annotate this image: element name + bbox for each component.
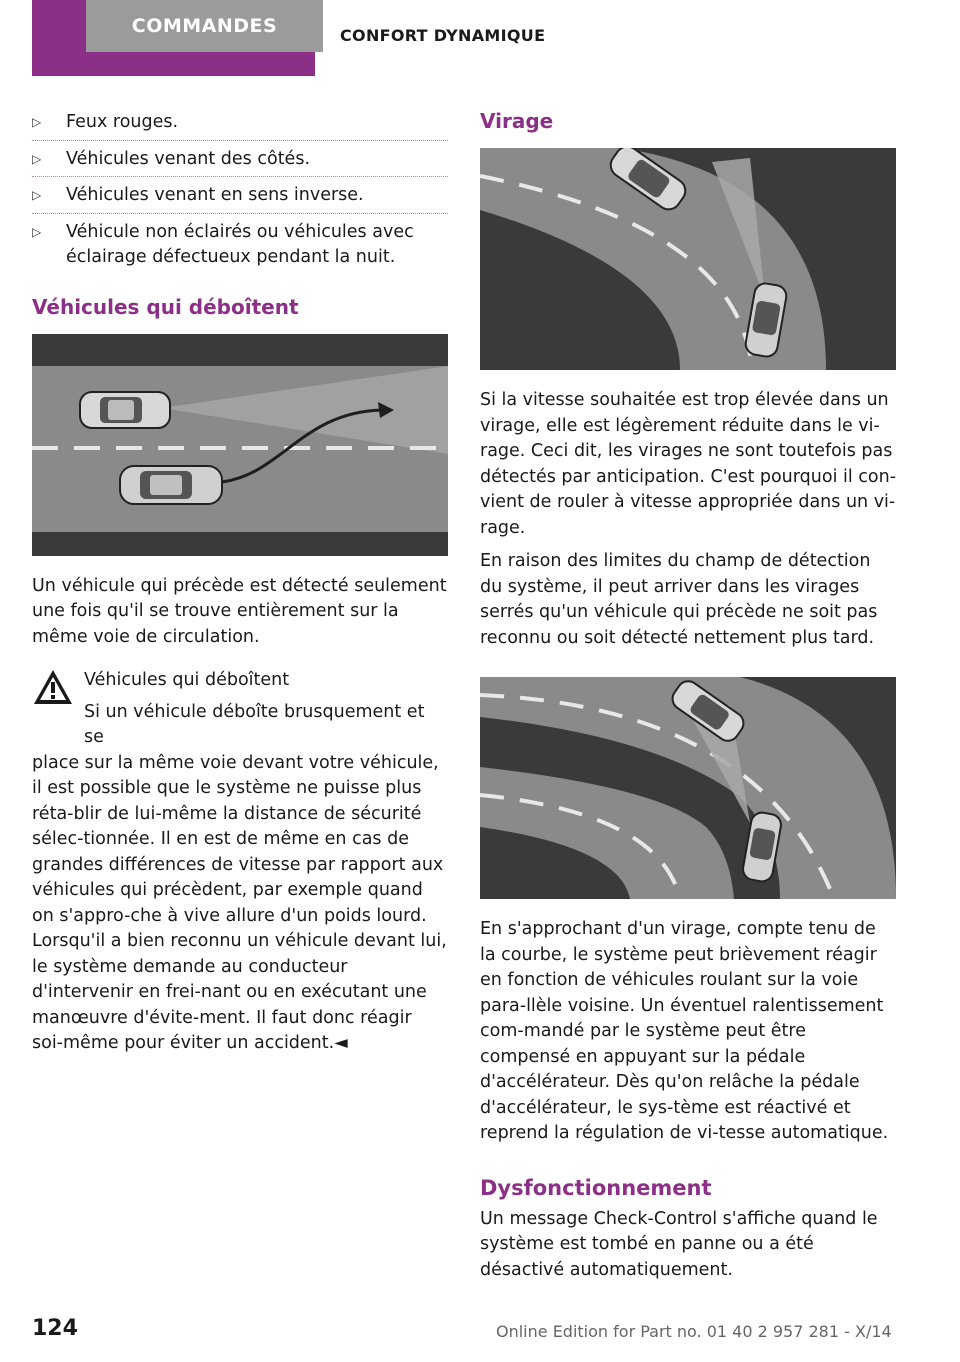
left-column [32,110,448,1057]
warning-body: place sur la même voie devant votre véhicule, il est possible que le système ne puisse plus réta-blir de lui-même la distance de sécurité sélec-tionnée. Il en est de même en cas de grandes différences de vitesse par rapport aux véhicules qui précèdent, par exemple quand on s'appro-che à vive allure d'un poids lourd. Lorsqu'il a bien reconnu un véhicule devant lui, le système demande au conducteur d'intervenir en frei-nant ou en exécutant une manœuvre d'évite-ment. Il faut donc réagir soi-même pour éviter un accident.◄ [32,752,447,1053]
para-cutin: Un véhicule qui précède est détecté seulement une fois qu'il se trouve entièrement sur la même voie de circulation. [32,575,447,647]
cutin-illustration [32,334,448,556]
section-title: CONFORT DYNAMIQUE [340,26,546,45]
para-virage-1: Si la vitesse souhaitée est trop élevée dans un virage, elle est légèrement réduite dans le vi-rage. Ceci dit, les virages ne sont toutefois pas détectés par anticipation. C'est pourquoi il con-vient de rouler à vitesse appropriée dans un vi-rage. [480,390,897,538]
curve-illustration-1 [480,148,896,370]
warning-triangle-icon [32,668,74,706]
cutin-car-icon [120,466,222,504]
heading-dysfonctionnement: Dysfonctionnement [480,1175,712,1200]
edition-footer: Online Edition for Part no. 01 40 2 957 281 - X/14 [496,1322,892,1341]
para-dysfonctionnement: Un message Check-Control s'affiche quand le système est tombé en panne ou a été désactivé automatiquement. [480,1208,878,1280]
right-column [480,108,896,1291]
list-item: ▷ Feux rouges. [32,110,448,141]
list-item: ▷ Véhicules venant en sens inverse. [32,183,448,214]
warning-body-first: Si un véhicule déboîte brusquement et se [84,701,425,747]
list-item: ▷ Véhicule non éclairés ou véhicules avec éclairage défectueux pendant la nuit. [32,220,448,276]
warning-block [32,668,448,1057]
para-virage-3: En s'approchant d'un virage, compte tenu de la courbe, le système peut brièvement réagir en fonction de véhicules roulant sur la voie para-llèle voisine. Un éventuel ralentissement com-mandé par le système peut être compensé en appuyant sur la pédale d'accélérateur. Dès qu'on relâche la pédale d'accélérateur, le sys-tème est réactivé et reprend la régulation de vi-tesse automatique. [480,919,889,1143]
para-virage-2: En raison des limites du champ de détection du système, il peut arriver dans les virages serrés qu'un véhicule qui précède ne soit pas reconnu ou soit détecté nettement plus tard. [480,551,878,648]
chapter-tab [32,0,315,76]
condition-list [32,110,448,276]
chapter-tab-label: COMMANDES [86,0,323,52]
heading-virage: Virage [480,109,554,133]
car-ahead-icon [80,392,170,428]
warning-title: Véhicules qui déboîtent [84,670,290,690]
heading-cutin: Véhicules qui déboîtent [32,294,299,319]
page-number: 124 [32,1316,78,1341]
curve-illustration-2 [480,677,896,899]
list-item: ▷ Véhicules venant des côtés. [32,147,448,178]
end-mark-icon: ◄ [334,1033,348,1053]
